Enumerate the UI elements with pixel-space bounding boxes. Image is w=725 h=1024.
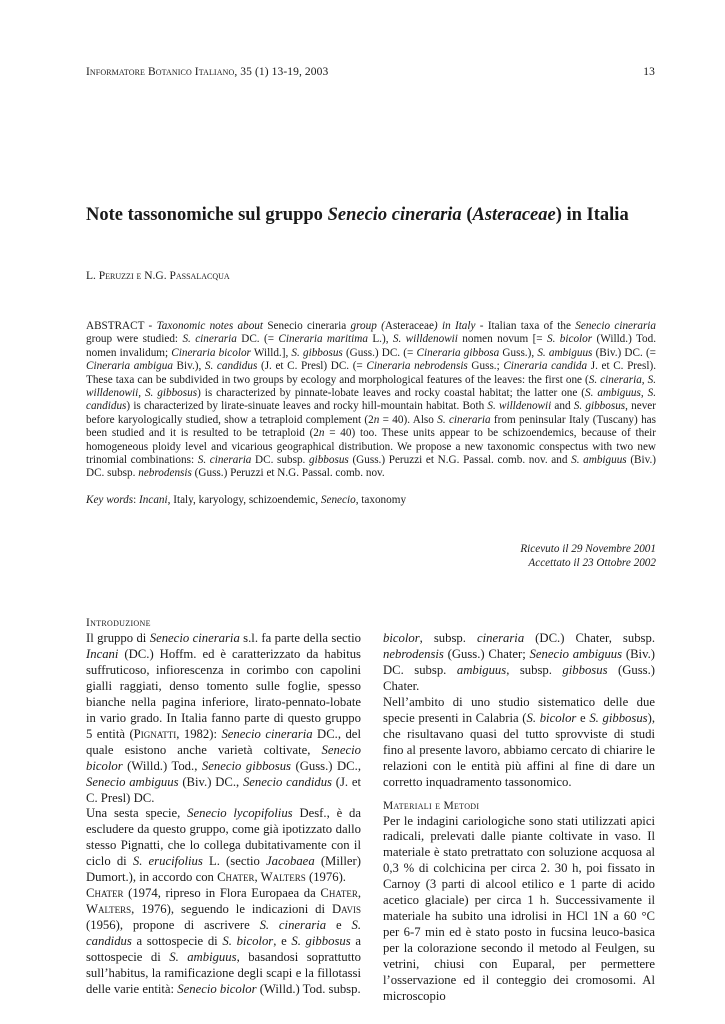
left-column	[86, 615, 361, 998]
paragraph: Nell’ambito di uno studio sistematico delle due specie presenti in Calabria (S. bicolor e S. gibbosus), che risultavano quasi del tutto sprovviste di studi fino al presente lavoro, abbiamo cercato di chiarire le relazioni con le entità più affini al fine di dare un corretto inquadramento tassonomico.	[383, 694, 656, 789]
keywords: Key words: Incani, Italy, karyology, schizoendemic, Senecio, taxonomy	[86, 494, 407, 506]
journal-citation: Informatore Botanico Italiano, 35 (1) 13-19, 2003	[86, 66, 329, 78]
received-date: Ricevuto il 29 Novembre 2001	[520, 543, 656, 555]
paragraph: Una sesta specie, Senecio lycopifolius Desf., è da escludere da questo gruppo, come già ipotizzato dallo stesso Pignatti, che lo collega dubitativamente con il ciclo di S. erucifolius L. (sectio Jacobaea (Miller) Dumort.), in accordo con Chater, Walters (1976).	[86, 806, 361, 885]
article-title: Note tassonomiche sul gruppo Senecio cineraria (Asteraceae) in Italia	[86, 205, 629, 225]
running-header	[86, 66, 655, 82]
section-heading-methods: Materiali e Metodi	[383, 799, 480, 812]
publication-dates	[520, 543, 656, 570]
paragraph: Per le indagini cariologiche sono stati utilizzati apici radicali, prelevati dalle piante coltivate in vaso. Il materiale è stato pretrattato con soluzione acquosa al 0,3 % di colchicina per circa 2. 30 h, poi fissato in Carnoy (3 parti di alcool etilico e 1 parte di acido acetico glaciale) per circa 1 h. Successivamente il materiale ha subito una idrolisi in HCl 1N a 60 °C per 6-7 min ed è stato posto in fucsina leuco-basica per la colorazione secondo il metodo al Feulgen, su vetrini, chiusi con Euparal, per permettere l’osservazione ed il conteggio dei cromosomi. Al microscopio	[383, 813, 655, 1004]
paragraph: Il gruppo di Senecio cineraria s.l. fa parte della sectio Incani (DC.) Hoffm. ed è caratterizzato da habitus suffruticoso, infiorescenza in corimbo con capolini gialli raggiati, denso tomento sulle foglie, spesso bianche nella pagina inferiore, lirato-pennato-lobate in vario grado. In Italia fanno parte di questo gruppo 5 entità (Pignatti, 1982): Senecio cineraria DC., del quale esistono anche varietà coltivate, Senecio bicolor (Willd.) Tod., Senecio gibbosus (Guss.) DC., Senecio ambiguus (Biv.) DC., Senecio candidus (J. et C. Presl) DC.	[86, 631, 361, 805]
accepted-date: Accettato il 23 Ottobre 2002	[528, 556, 656, 569]
paragraph: Chater (1974, ripreso in Flora Europaea da Chater, Walters, 1976), seguendo le indicazioni di Davis (1956), propone di ascrivere S. cineraria e S. candidus a sottospecie di S. bicolor, e S. gibbosus a sottospecie di S. ambiguus, basandosi soprattutto sull’habitus, la ramificazione degli scapi e la fillotassi delle varie entità: Senecio bicolor (Willd.) Tod. subsp.	[86, 886, 362, 996]
abstract: ABSTRACT - Taxonomic notes about Senecio cineraria group (Asteraceae) in Italy - Italian taxa of the Senecio cineraria group were studied: S. cineraria DC. (= Cineraria maritima L.), S. willdenowii nomen novum [= S. bicolor (Willd.) Tod. nomen invalidum; Cineraria bicolor Willd.], S. gibbosus (Guss.) DC. (= Cineraria gibbosa Guss.), S. ambiguus (Biv.) DC. (= Cineraria ambigua Biv.), S. candidus (J. et C. Presl) DC. (= Cineraria nebrodensis Guss.; Cineraria candida J. et C. Presl). These taxa can be subdivided in two groups by ecology and morphological features of the leaves: the first one (S. cineraria, S. willdenowii, S. gibbosus) is characterized by pinnate-lobate leaves and rocky coastal habitat; the latter one (S. ambiguus, S. candidus) is characterized by lirate-sinuate leaves and rocky hill-mountain habitat. Both S. willdenowii and S. gibbosus, never before karyologically studied, show a tetraploid complement (2n = 40). Also S. cineraria from peninsular Italy (Tuscany) has been studied and it is resulted to be tetraploid (2n = 40) too. These units appear to be schizoendemics, because of their homogeneous ploidy level and vicarious geographical distribution. We propose a new taxonomic conspectus with two new trinomial combinations: S. cineraria DC. subsp. gibbosus (Guss.) Peruzzi et N.G. Passal. comb. nov. and S. ambiguus (Biv.) DC. subsp. nebrodensis (Guss.) Peruzzi et N.G. Passal. comb. nov.	[86, 320, 657, 480]
right-column	[383, 631, 655, 1005]
authors: L. Peruzzi e N.G. Passalacqua	[86, 270, 230, 282]
section-heading-introduction: Introduzione	[86, 617, 151, 629]
paragraph: bicolor, subsp. cineraria (DC.) Chater, subsp. nebrodensis (Guss.) Chater; Senecio ambiguus (Biv.) DC. subsp. ambiguus, subsp. gibbosus (Guss.) Chater.	[383, 631, 656, 693]
page-number: 13	[643, 66, 655, 78]
